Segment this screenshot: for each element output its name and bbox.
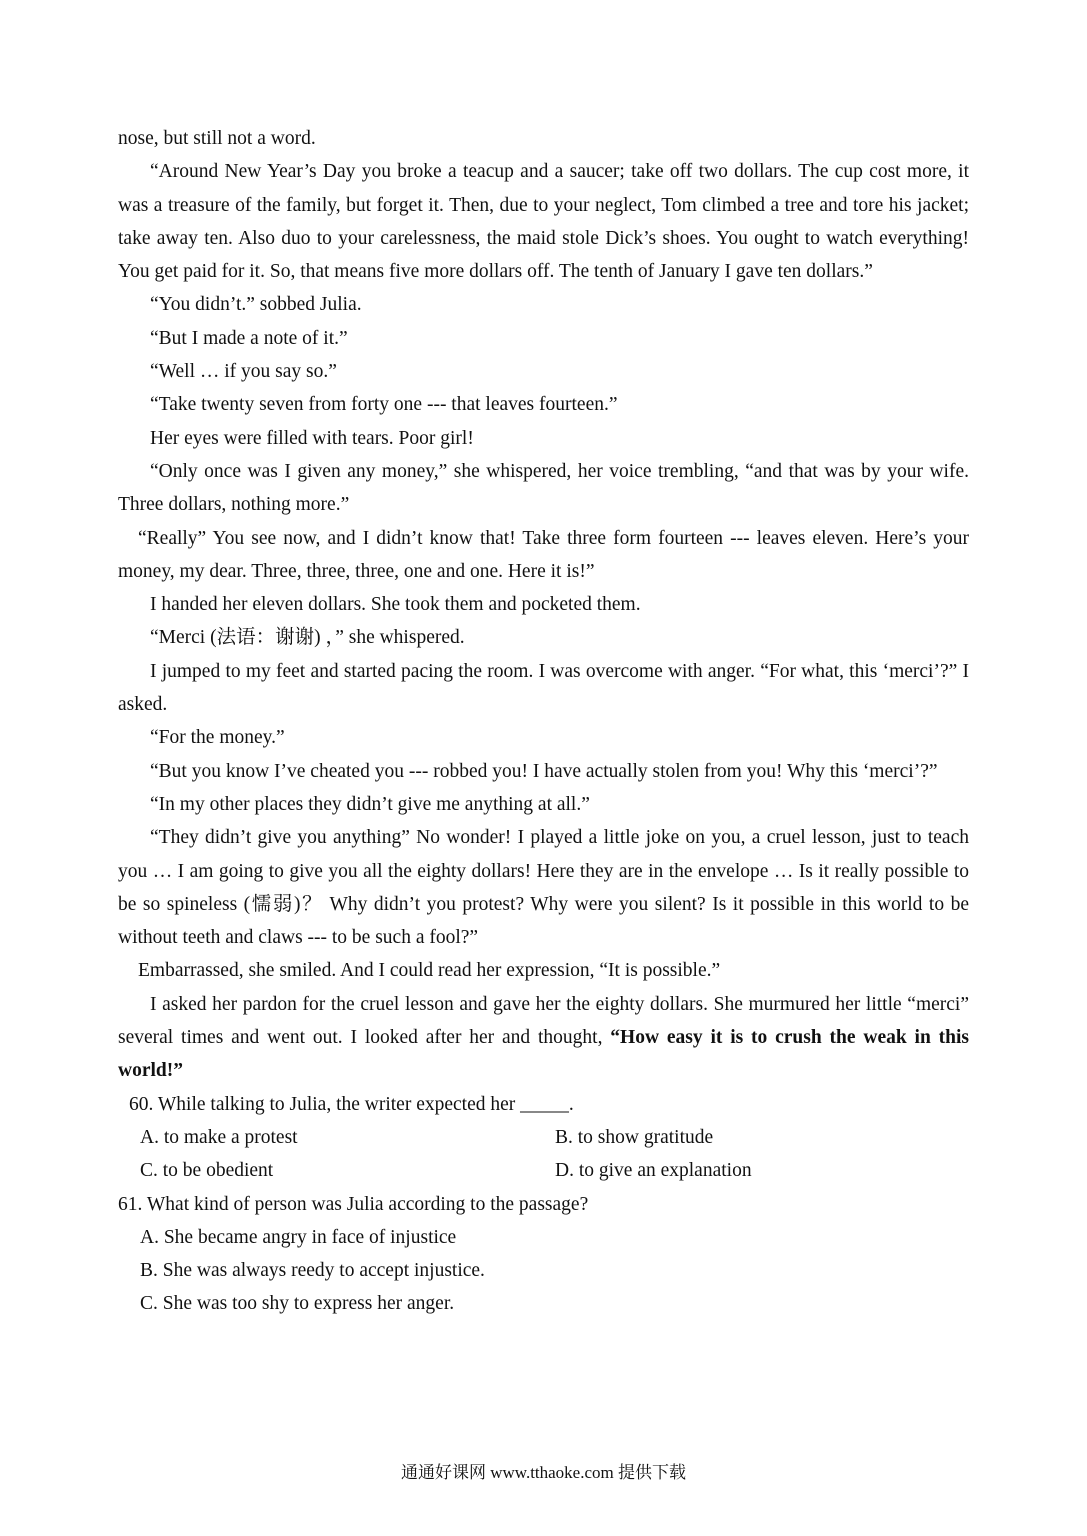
paragraph-text: I asked her pardon for the cruel lesson and gave her the eighty dollars. She murmured her little “merci” several times and went out. I looked after her and thought, [118,993,969,1049]
paragraph: “But you know I’ve cheated you --- robbed you! I have actually stolen from you! Why this ‘merci’?” [150,760,938,782]
bold-quote: “How easy it is to crush the weak in this world!” [118,1027,969,1082]
paragraph: “Merci (法语：谢谢) ，” she whispered. [150,627,465,649]
option-b: B. She was always reedy to accept injustice. [140,1260,485,1282]
paragraph: “They didn’t give you anything” No wonder! I played a little joke on you, a cruel lesson, just to teach you … I am going to give you all the eighty dollars! Here they are in the envelope … Is it really possible to be so spineless (懦弱)？ Why didn’t you protest? Why were you silent? Is it possible in this world to be without teeth and claws --- to be such a fool?” [118,827,969,949]
question-61 [118,1188,969,1321]
paragraph: “Only once was I given any money,” she whispered, her voice trembling, “and that was by your wife. Three dollars, nothing more.” [118,460,969,516]
question-stem: 60. While talking to Julia, the writer expected her _____. [129,1093,574,1115]
paragraph: “Well … if you say so.” [150,361,337,383]
option-a: A. to make a protest [140,1126,298,1148]
paragraph: “Take twenty seven from forty one --- that leaves fourteen.” [150,394,618,416]
paragraph: “But I made a note of it.” [150,327,348,349]
paragraph: I jumped to my feet and started pacing the room. I was overcome with anger. “For what, this ‘merci’?” I asked. [118,660,969,716]
option-a: A. She became angry in face of injustice [140,1226,457,1248]
option-c: C. She was too shy to express her anger. [140,1293,455,1315]
page-footer: 通通好课网 www.tthaoke.com 提供下载 [400,1463,687,1482]
paragraph: nose, but still not a word. [118,128,316,149]
paragraph: “In my other places they didn’t give me anything at all.” [150,793,590,815]
passage-body [118,122,969,1321]
paragraph: “You didn’t.” sobbed Julia. [150,294,362,316]
question-stem: 61. What kind of person was Julia according to the passage? [118,1193,589,1215]
option-b: B. to show gratitude [555,1126,714,1148]
option-d: D. to give an explanation [555,1160,752,1182]
paragraph: “For the money.” [150,727,285,749]
paragraph [118,988,969,1088]
options-grid [118,1121,969,1188]
paragraph: I handed her eleven dollars. She took them and pocketed them. [150,594,641,616]
paragraph: “Really” You see now, and I didn’t know that! Take three form fourteen --- leaves eleven. Here’s your money, my dear. Three, three, three, one and one. Here it is!” [118,527,969,582]
question-60 [118,1088,969,1188]
paragraph: Embarrassed, she smiled. And I could read her expression, “It is possible.” [138,960,721,982]
paragraph: “Around New Year’s Day you broke a teacup and a saucer; take off two dollars. The cup cost more, it was a treasure of the family, but forget it. Then, due to your neglect, Tom climbed a tree and tore his jacket; take away ten. Also duo to your carelessness, the maid stole Dick’s shoes. You ought to watch everything! You get paid for it. So, that means five more dollars off. The tenth of January I gave ten dollars.” [118,161,969,283]
option-c: C. to be obedient [140,1160,274,1182]
paragraph: Her eyes were filled with tears. Poor girl! [150,427,474,449]
